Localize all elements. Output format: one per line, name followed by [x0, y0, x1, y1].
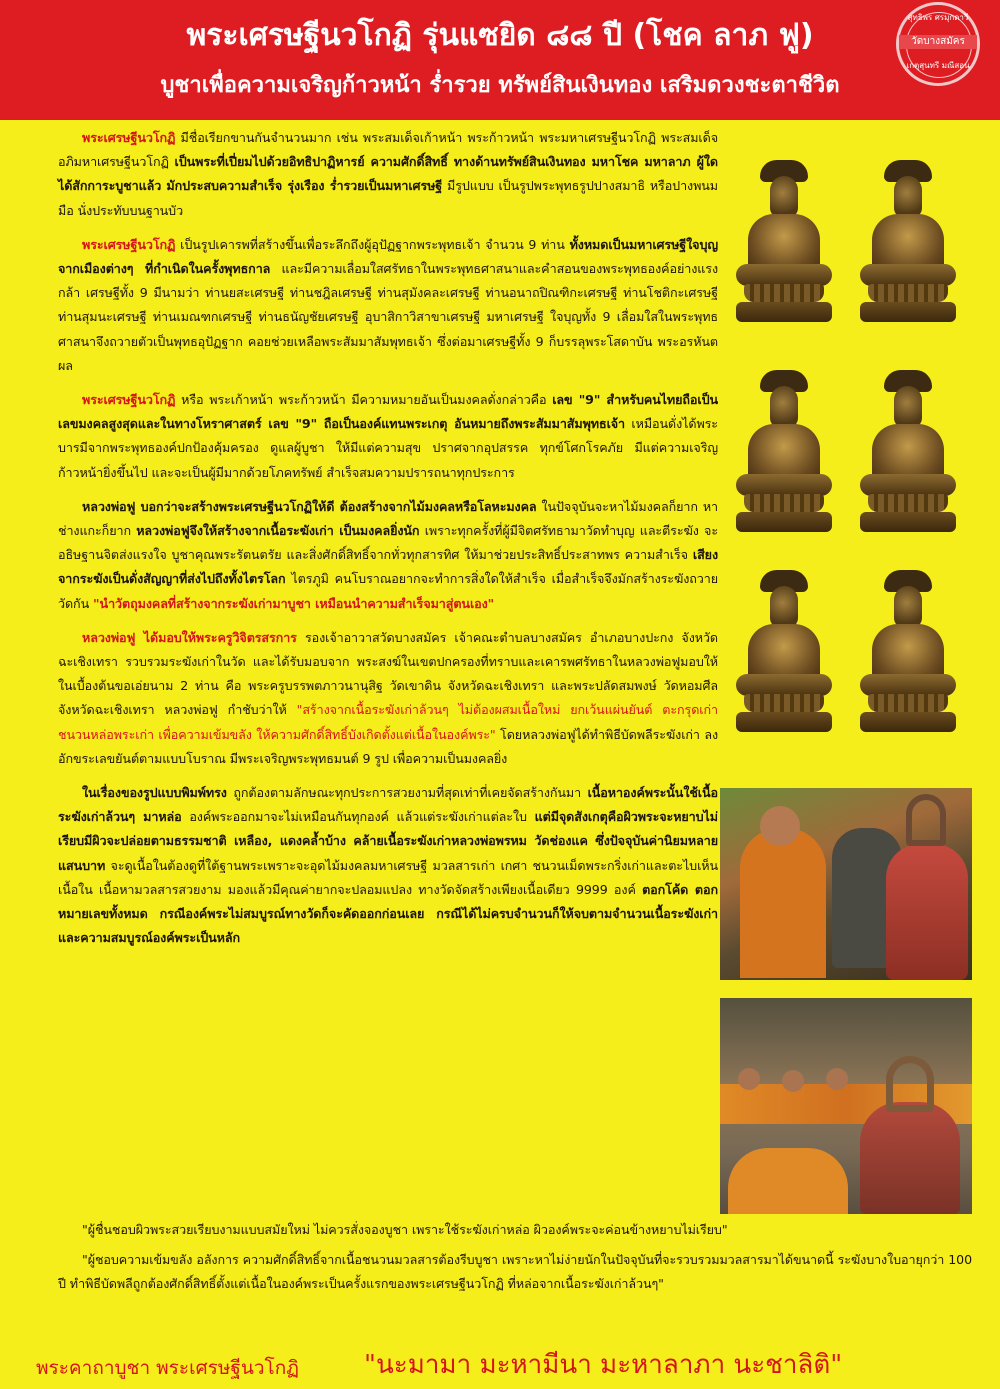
paragraph-bold-text: เนื้อหาองค์พระนั้นใช้เนื้อระฆังเก่าล้วนๆ มาหล่อ [58, 785, 718, 825]
paragraph-5 [58, 626, 718, 771]
paragraph-lead: พระเศรษฐีนวโกฏิ [82, 392, 176, 408]
buddha-statue-image [730, 160, 838, 324]
paragraph-text: ในปัจจุบันจะหาไม้มงคลก็ยาก หาช่างแกะก็ยาก [58, 498, 718, 539]
paragraph-lead: หลวงพ่อฟู ได้มอบให้พระครูวิจิตรสรการ [82, 629, 297, 645]
quote-text: "ผู้ชื่นชอบผิวพระสวยเรียบงามแบบสมัยใหม่ ไม่ควรสั่งจองบูชา เพราะใช้ระฆังเก่าหล่อ ผิวองค์พระจะค่อนข้างหยาบไม่เรียบ" [82, 1222, 728, 1237]
paragraph-text: มีรูปแบบ เป็นรูปพระพุทธรูปปางสมาธิ หรือปางพนมมือ นั่งประทับบนฐานบัว [58, 178, 718, 218]
paragraph-bold-text: หลวงพ่อฟูจึงให้สร้างจากเนื้อระฆังเก่า เป็นมงคลยิ่งนัก [136, 523, 420, 539]
paragraph-text: โดยหลวงพ่อฟูได้ทำพิธีบัดพลีระฆังเก่า ลงอักขระเลขยันต์ตามแบบโบราณ มีพระเจริญพระพุทธมนต์ 9 รูป เพื่อความเป็นมงคลยิ่ง [58, 726, 718, 766]
temple-stamp [896, 2, 980, 86]
paragraph-text: เป็นรูปเคารพที่สร้างขึ้นเพื่อระลึกถึงผู้อุปัฏฐากพระพุทธเจ้า จำนวน 9 ท่าน [175, 236, 570, 252]
page-subtitle: บูชาเพื่อความเจริญก้าวหน้า ร่ำรวย ทรัพย์สินเงินทอง เสริมดวงชะตาชีวิต [160, 73, 840, 98]
paragraph-text: ถูกต้องตามลักษณะทุกประการสวยงามที่สุดเท่าที่เคยจัดสร้างกันมา [226, 785, 588, 801]
paragraph-bold-text: ตอกโค้ด ตอกหมายเลขทั้งหมด กรณีองค์พระไม่สมบูรณ์ทางวัดก็จะคัดออกก่อนเลย กรณีได้ไม่ครบจำนวนก็ให้จบตามจำนวนเนื้อระฆังเก่าและความสมบูรณ์องค์พระเป็นหลัก [58, 881, 718, 946]
paragraph-4 [58, 495, 718, 616]
paragraph-red-quote: "นำวัตถุมงคลที่สร้างจากระฆังเก่ามาบูชา เหมือนนำความสำเร็จมาสู่ตนเอง" [93, 595, 495, 611]
paragraph-3 [58, 388, 718, 485]
paragraph-text: มีชื่อเรียกขานกันจำนวนมาก เช่น พระสมเด็จเก้าหน้า พระก้าวหน้า พระมหาเศรษฐีนวโกฏิ พระสมเด็จอภิมหาเศรษฐีนวโกฏิ [58, 130, 718, 170]
paragraph-6 [58, 781, 718, 950]
quote-2 [58, 1248, 972, 1296]
buddha-statue-image [730, 570, 838, 734]
paragraph-text: และมีความเลื่อมใสศรัทธาในพระพุทธศาสนาและคำสอนของพระพุทธองค์อย่างแรงกล้า เศรษฐีทั้ง 9 มีนามว่า ท่านยสะเศรษฐี ท่านชฎิลเศรษฐี ท่านสุมังคละเศรษฐี ท่านอนาถปิณฑิกะเศรษฐี ท่านโชติกะเศรษฐี ท่านสุมนะเศรษฐี ท่านเมณฑกเศรษฐี ท่านธนัญชัยเศรษฐี อุบาสิกาวิสาขาเศรษฐี มหาเศรษฐี ใจบุญทั้ง 9 เลื่อมใสในพระพุทธศาสนาจึงถวายตัวเป็นพุทธอุปัฏฐาก คอยช่วยเหลือพระสัมมาสัมพุทธเจ้า ซึ่งต่อมาเศรษฐีทั้ง 9 ก็บรรลุพระโสดาบัน พระอรหันตผล [58, 261, 718, 373]
paragraph-text: หรือ พระเก้าหน้า พระก้าวหน้า มีความหมายอันเป็นมงคลดั่งกล่าวคือ [175, 392, 553, 408]
paragraph-bold-text: แต่มีจุดสังเกตุคือผิวพระจะหยาบไม่เรียบมีผิวจะปล่อยตามธรรมชาติ เหลือง, แดงคล้ำบ้าง คล้ายเนื้อระฆังเก่าหลวงพ่อพรหม วัดช่องแค ซึ่งปัจจุบันค่านิยมหลายแสนบาท [58, 809, 718, 873]
buddha-statue-image [730, 370, 838, 534]
paragraph-bold-text: ทั้งหมดเป็นมหาเศรษฐีใจบุญจากเมืองต่างๆ ที่กำเนิดในครั้งพุทธกาล [58, 236, 718, 277]
header-banner [0, 0, 1000, 120]
chant-label: พระคาถาบูชา พระเศรษฐีนวโกฏิ [36, 1357, 299, 1379]
paragraph-text: เหมือนดั่งได้พระบารมีจากพระพุทธองค์ปกป้องคุ้มครอง ดูแลผู้บูชา ให้มีแต่ความสุข ปราศจากอุปสรรค ทุกข์โศกโรคภัย มีแต่ความเจริญก้าวหน้ายิ่งขึ้นไป และจะเป็นผู้มีมากด้วยโภคทรัพย์ สำเร็จสมความปรารถนาทุกประการ [58, 416, 718, 480]
paragraph-text: องค์พระออกมาจะไม่เหมือนกันทุกองค์ แล้วแต่ระฆังเก่าแต่ละใบ [181, 809, 535, 825]
paragraph-text: เพราะทุกครั้งที่ผู้มีจิตศรัทธามาวัดทำบุญ และตีระฆัง จะอธิษฐานจิตส่งแรงใจ บูชาคุณพระรัตนตรัย และสิ่งศักดิ์สิทธิ์จากทั่วทุกสารทิศ ให้มาช่วยประสิทธิ์ประสาทพร ความสำเร็จ [58, 523, 718, 563]
buddha-statue-image [854, 160, 962, 324]
article-body [58, 126, 718, 951]
paragraph-bold-text: หลวงพ่อฟู บอกว่าจะสร้างพระเศรษฐีนวโกฏิให้ดี ต้องสร้างจากไม้มงคลหรือโลหะมงคล [82, 498, 537, 514]
paragraph-bold-text: ในเรื่องของรูปแบบพิมพ์ทรง [82, 785, 227, 801]
monk-bell-photo [720, 788, 972, 980]
paragraph-red-quote: "สร้างจากเนื้อระฆังเก่าล้วนๆ ไม่ต้องผสมเนื้อใหม่ ยกเว้นแผ่นยันต์ ตะกรุดเก่า ชนวนหล่อพระเก่า เพื่อความเข้มขลัง ให้ความศักดิ์สิทธิ์บังเกิดตั้งแต่เนื้อในองค์พระ" [58, 702, 718, 742]
paragraph-text: ไตรภูมิ คนโบราณอยากจะทำการสิ่งใดให้สำเร็จ เมื่อสำเร็จจึงมักสร้างระฆังถวายวัดกัน [58, 571, 718, 611]
buddha-statue-image [854, 570, 962, 734]
paragraph-text: รองเจ้าอาวาสวัดบางสมัคร เจ้าคณะตำบลบางสมัคร อำเภอบางปะกง จังหวัดฉะเชิงเทรา รวบรวมระฆังเก่าในวัด และได้รับมอบจาก พระสงฆ์ในเขตปกครองที่ทราบและเคารพศรัทธาในหลวงพ่อฟูมอบให้ในเบื้องต้นขอเอ่ยนาม 2 ท่าน คือ พระครูบรรพตภาวนานุสิฐ วัดเขาดิน จังหวัดฉะเชิงเทรา และพระปลัดสมพงษ์ วัดหอมศีล จังหวัดฉะเชิงเทรา หลวงพ่อฟู กำชับว่าให้ [58, 629, 719, 718]
paragraph-2 [58, 233, 718, 378]
paragraph-bold-text: เสียงจากระฆังเป็นดั่งสัญญาที่ส่งไปถึงทั้งไตรโลก [58, 547, 718, 587]
monks-ceremony-photo [720, 998, 972, 1214]
paragraph-bold-text: เป็นพระที่เปี่ยมไปด้วยอิทธิปาฏิหารย์ ความศักดิ์สิทธิ์ ทางด้านทรัพย์สินเงินทอง มหาโชค มหาลาภ ผู้ใดได้สักการะบูชาแล้ว มักประสบความสำเร็จ รุ่งเรือง ร่ำรวยเป็นมหาเศรษฐี [58, 154, 718, 194]
paragraph-bold-text: เลข "9" สำหรับคนไทยถือเป็นเลขมงคลสูงสุดและในทางโหราศาสตร์ เลข "9" ถือเป็นองค์แทนพระเกตุ อันหมายถึงพระสัมมาสัมพุทธเจ้า [58, 392, 718, 432]
chant-section [0, 1348, 1000, 1384]
stamp-text-top: สุทธิพร ศรมุกดาวี [907, 13, 969, 22]
stamp-text-middle: วัดบางสมัคร [899, 35, 977, 49]
chant-text: "นะมามา มะหามีนา มะหาลาภา นะชาลิติ" [364, 1350, 843, 1380]
stamp-text-bottom: เกตุสุนทรี มณีสอน [906, 61, 970, 70]
paragraph-1 [58, 126, 718, 223]
paragraph-lead: พระเศรษฐีนวโกฏิ [82, 130, 176, 145]
quote-1 [58, 1218, 972, 1242]
quote-text: "ผู้ชอบความเข้มขลัง อลังการ ความศักดิ์สิทธิ์จากเนื้อชนวนมวลสารต้องรีบบูชา เพราะหาไม่ง่ายนักในปัจจุบันที่จะรวบรวมมวลสารมาได้ขนาดนี้ ระฆังบางใบอายุกว่า 100 ปี ทำพิธีบัดพลีถูกต้องศักดิ์สิทธิ์ตั้งแต่เนื้อในองค์พระเป็นครั้งแรกของพระเศรษฐีนวโกฏิ ที่หล่อจากเนื้อระฆังเก่าล้วนๆ" [58, 1252, 972, 1292]
paragraph-lead: พระเศรษฐีนวโกฏิ [82, 236, 176, 252]
paragraph-text: จะดูเนื้อในต้องดูที่ใต้ฐานพระเพราะจะอุดไม้มงคลมหาเศรษฐี มวลสารเก่า เกศา ชนวนเม็ดพระกริ่งเก่าและตะไบเห็นเนื้อใน เนื้อหามวลสารสวยงาม มองแล้วมีคุณค่ายากจะปลอมแปลง ทางวัดจัดสร้างเพียงเนื้อเดียว 9999 องค์ [58, 857, 718, 897]
page-title: พระเศรษฐีนวโกฏิ รุ่นแซยิด ๘๘ ปี (โชค ลาภ ฟู) [186, 18, 814, 53]
buddha-statue-image [854, 370, 962, 534]
